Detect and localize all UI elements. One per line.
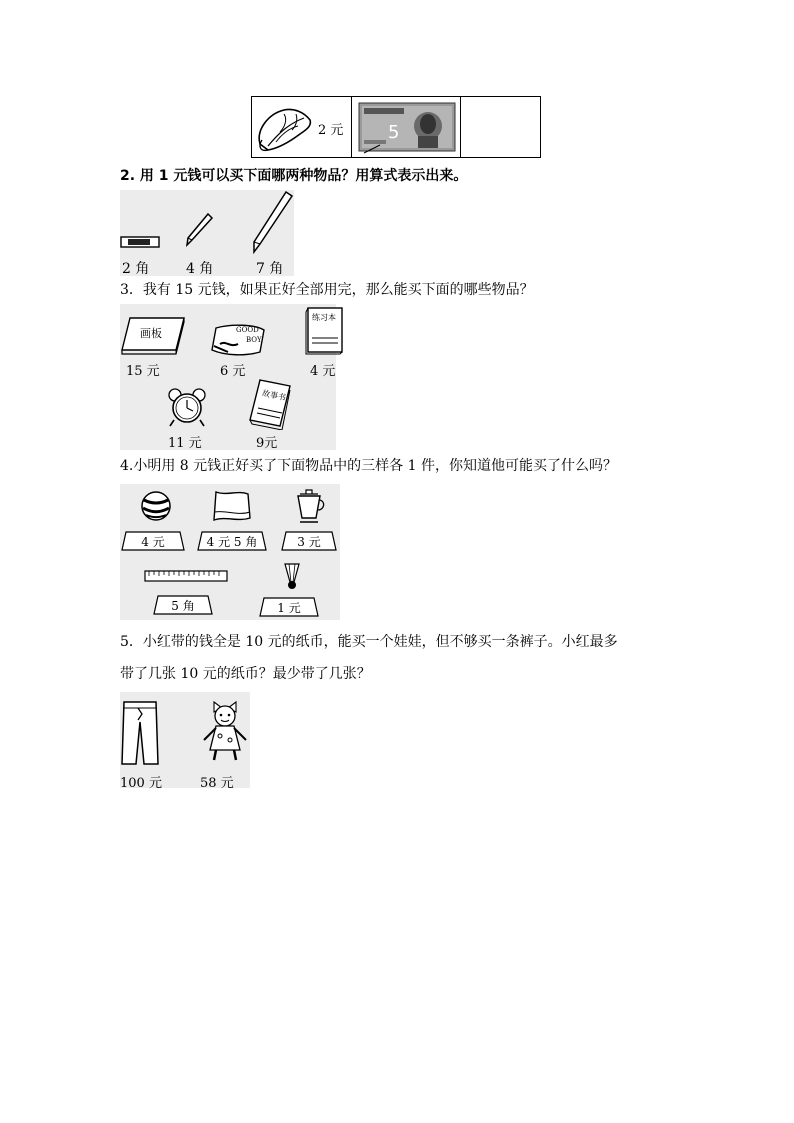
drawing-board-label: 画板 [140,327,162,340]
pencil-case-label-good: GOOD [236,326,259,334]
short-pencil-icon [184,212,214,248]
notebook-price: 4 元 [310,364,336,379]
price-table [251,96,541,158]
trousers-price: 100 元 [120,776,162,791]
cabbage-price: 2 元 [318,123,344,138]
towel-icon [212,490,252,524]
eraser-price: 2 角 [122,261,150,277]
alarm-clock-icon [166,388,208,428]
banknote-pointer-icon [362,143,382,155]
question-4-text: 4.小明用 8 元钱正好买了下面物品中的三样各 1 件，你知道他可能买了什么吗？ [120,458,617,474]
question-2-text: 2. 用 1 元钱可以买下面哪两种物品？用算式表示出来。 [120,168,468,184]
storybook-icon [248,378,292,430]
cup-price-tag [280,530,338,552]
shuttlecock-price: 1 元 [277,601,301,615]
pencil-case-label-boy: BOY [246,336,262,344]
q3-picture [120,304,336,450]
cup-icon [292,488,326,526]
cabbage-icon [254,100,318,156]
long-pencil-icon [250,190,294,254]
storybook-price: 9元 [256,436,278,451]
towel-price-tag [196,530,268,552]
drawing-board-price: 15 元 [126,364,160,379]
shuttlecock-price-tag [258,596,320,618]
storybook-label: 故事书 [261,388,287,403]
q2-picture [120,190,294,276]
cabbage-cell [252,97,352,158]
short-pencil-price: 4 角 [186,261,214,277]
cup-price: 3 元 [297,535,321,549]
q4-picture [120,484,340,620]
ruler-price: 5 角 [171,599,195,613]
question-5-line-2: 带了几张 10 元的纸币？最少带了几张？ [120,666,371,682]
empty-cell [461,97,541,158]
eraser-icon [120,234,160,250]
q5-picture [120,692,250,791]
ruler-price-tag [152,594,214,616]
alarm-clock-price: 11 元 [168,436,202,451]
svg-text:5: 5 [388,122,400,143]
doll-price: 58 元 [200,776,234,791]
towel-price: 4 元 5 角 [206,535,258,549]
trousers-icon [120,700,160,766]
question-3-text: 3．我有 15 元钱，如果正好全部用完，那么能买下面的哪些物品？ [120,282,534,298]
doll-icon [200,696,250,764]
ball-price-tag [120,530,186,552]
notebook-label: 练习本 [312,313,336,322]
banknote-cell [352,97,461,158]
shuttlecock-icon [282,562,302,590]
pencil-case-price: 6 元 [220,364,246,379]
ball-icon [140,490,172,522]
ball-price: 4 元 [141,535,165,549]
long-pencil-price: 7 角 [256,261,284,277]
price-table-grid [251,96,541,158]
question-5-line-1: 5．小红带的钱全是 10 元的纸币，能买一个娃娃，但不够买一条裤子。小红最多 [120,634,618,650]
ruler-icon [144,570,228,582]
